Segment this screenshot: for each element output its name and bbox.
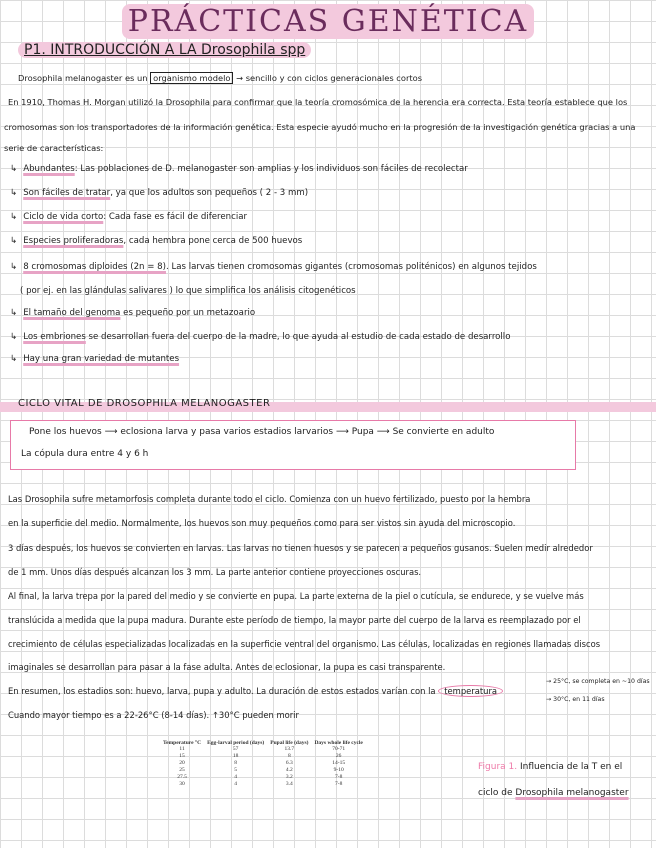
history-line-1: En 1910, Thomas H. Morgan utilizó la Drosophila para confirmar que la teoría cromosómica de la herencia era correcta. Esta teoría establece que los	[8, 97, 628, 107]
para-line-8: imaginales se desarrollan para pasar a la fase adulta. Antes de eclosionar, la pupa es casi transparente.	[8, 662, 446, 672]
history-line-3: serie de características:	[4, 143, 104, 153]
bullet-4: ↳ Especies proliferadoras, cada hembra pone cerca de 500 huevos	[10, 236, 303, 246]
intro-line: Drosophila melanogaster es un organismo modelo → sencillo y con ciclos generacionales cortos	[18, 73, 423, 83]
arrow-icon: ↳	[10, 188, 18, 198]
para-line-7: crecimiento de células especializadas localizadas en la superficie ventral del organismo. Las células, localizadas en regiones llamadas discos	[8, 639, 601, 649]
bullet-7: ↳ Los embriones se desarrollan fuera del cuerpo de la madre, lo que ayuda al estudio de cada estado de desarrollo	[10, 332, 511, 342]
temperature-circled: temperatura	[438, 685, 503, 697]
organismo-modelo-box: organismo modelo	[150, 72, 233, 84]
arrow-icon: ↳	[10, 332, 18, 342]
table-header: Egg-larval period (days)	[207, 740, 265, 746]
side-note-1: → 25°C, se completa en ~10 días	[546, 678, 650, 685]
table-row: 30 4 3.4 7-8	[179, 781, 343, 787]
bullet-5: ↳ 8 cromosomas diploides (2n = 8). Las larvas tienen cromosomas gigantes (cromosomas politénicos) en algunos tejidos	[10, 262, 537, 272]
para-line-6: translúcida a medida que la pupa madura. Durante este período de tiempo, la mayor parte del cuerpo de la larva es reemplazado por el	[8, 615, 581, 625]
table-row: 11 57 13.7 70-71	[179, 746, 346, 752]
summary-line-2: Cuando mayor tiempo es a 22-26°C (8-14 días). ↑30°C pueden morir	[8, 710, 299, 720]
figure-caption: Figura 1. Influencia de la T en el ciclo de Drosophila melanogaster	[478, 762, 629, 798]
bullet-5-continuation: ( por ej. en las glándulas salivares ) lo que simplifica los análisis citogenéticos	[20, 286, 356, 296]
copula-duration: La cópula dura entre 4 y 6 h	[21, 449, 149, 459]
arrow-icon: ↳	[10, 354, 18, 364]
table-row: 15 18 8 26	[179, 753, 342, 759]
history-line-2: cromosomas son los transportadores de la información genética. Esta especie ayudó mucho en la progresión de la investigación genética gracias a una	[4, 122, 636, 132]
bullet-3: ↳ Ciclo de vida corto: Cada fase es fácil de diferenciar	[10, 212, 248, 222]
table-row: 20 8 6.3 14-15	[179, 760, 346, 766]
figure-label: Figura 1.	[478, 762, 518, 772]
arrow-icon: ↳	[10, 308, 18, 318]
table-header: Days whole life cycle	[314, 740, 363, 746]
bullet-2: ↳ Son fáciles de tratar, ya que los adultos son pequeños ( 2 - 3 mm)	[10, 188, 309, 198]
arrow-icon: ↳	[10, 236, 18, 246]
table-header: Temperature °C	[163, 740, 202, 746]
para-line-3: 3 días después, los huevos se convierten en larvas. Las larvas no tienen huesos y se parecen a pequeños gusanos. Suelen medir alrededor	[8, 543, 593, 553]
arrow-icon: ↳	[10, 164, 18, 174]
bullet-8: ↳ Hay una gran variedad de mutantes	[10, 354, 180, 364]
para-line-1: Las Drosophila sufre metamorfosis completa durante todo el ciclo. Comienza con un huevo fertilizado, puesto por la hembra	[8, 494, 531, 504]
para-line-5: Al final, la larva trepa por la pared del medio y se convierte en pupa. La parte externa de la piel o cutícula, se endurece, y se vuelve más	[8, 591, 584, 601]
table-header: Pupal life (days)	[270, 740, 309, 746]
bullet-6: ↳ El tamaño del genoma es pequeño por un metazoario	[10, 308, 256, 318]
arrow-icon: ↳	[10, 212, 18, 222]
bullet-1: ↳ Abundantes: Las poblaciones de D. melanogaster son amplias y los individuos son fáciles de recolectar	[10, 164, 468, 174]
cycle-sequence: Pone los huevos ⟶ eclosiona larva y pasa varios estadios larvarios ⟶ Pupa ⟶ Se convierte en adulto	[29, 427, 495, 437]
life-cycle-box	[10, 420, 576, 470]
section2-heading: CICLO VITAL DE DROSOPHILA MELANOGASTER	[18, 398, 271, 409]
page-title: PRÁCTICAS GENÉTICA	[0, 4, 656, 39]
table-row: 25 5 4.2 9-10	[179, 767, 344, 773]
side-note-2: → 30°C, en 11 días	[546, 696, 605, 703]
section1-heading: P1. INTRODUCCIÓN A LA Drosophila spp	[18, 42, 311, 58]
para-line-4: de 1 mm. Unos días después alcanzan los 3 mm. La parte anterior contiene proyecciones oscuras.	[8, 567, 422, 577]
para-line-2: en la superficie del medio. Normalmente, los huevos son muy pequeños como para ser vistos sin ayuda del microscopio.	[8, 518, 516, 528]
table-row: 27.5 4 3.2 7-8	[177, 774, 343, 780]
arrow-icon: ↳	[10, 262, 18, 272]
summary-line: En resumen, los estadios son: huevo, larva, pupa y adulto. La duración de estos estados varían con la temperatura	[8, 686, 503, 696]
temperature-table	[160, 740, 366, 788]
